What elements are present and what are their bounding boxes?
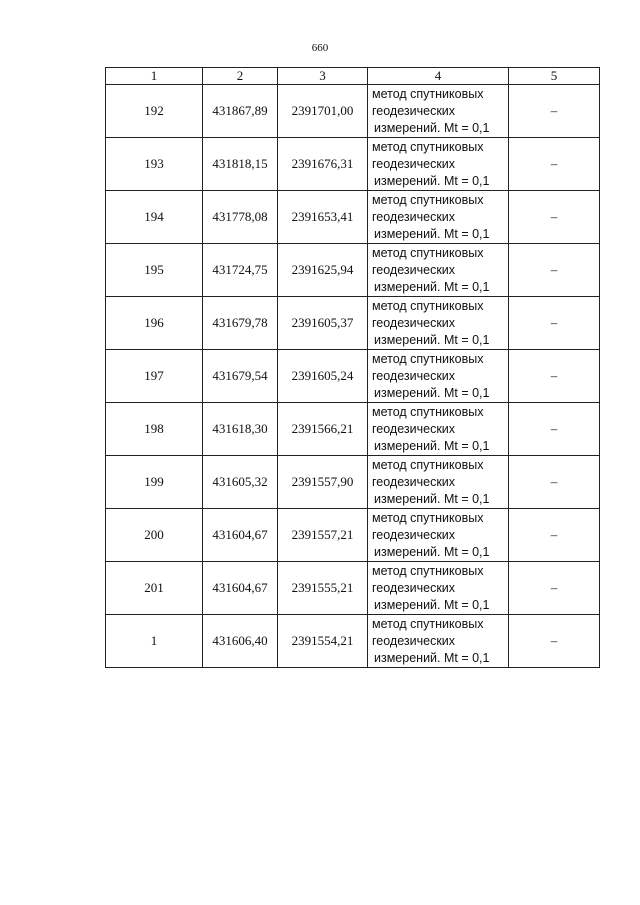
method-text-line: метод спутниковых (372, 351, 484, 366)
table-row (106, 615, 600, 668)
method-text-line: метод спутниковых (372, 192, 484, 207)
note-cell: – (509, 456, 600, 509)
method-text-line: измерений. Mt = 0,1 (374, 385, 490, 400)
method-text-line: геодезических (372, 580, 456, 595)
method-text-line: измерений. Mt = 0,1 (374, 173, 490, 188)
note-cell: – (509, 403, 600, 456)
method-text-line: измерений. Mt = 0,1 (374, 650, 490, 665)
method-text-line: измерений. Mt = 0,1 (374, 332, 490, 347)
page-number: 660 (311, 42, 329, 54)
x-coordinate-cell: 431867,89 (203, 85, 278, 138)
table-row (106, 350, 600, 403)
method-text-line: метод спутниковых (372, 139, 484, 154)
note-cell: – (509, 191, 600, 244)
note-cell: – (509, 297, 600, 350)
x-coordinate-cell: 431818,15 (203, 138, 278, 191)
table-row (106, 403, 600, 456)
y-coordinate-cell: 2391566,21 (278, 403, 368, 456)
point-number-cell: 192 (106, 85, 203, 138)
method-text-line: измерений. Mt = 0,1 (374, 438, 490, 453)
note-cell: – (509, 244, 600, 297)
method-text-line: метод спутниковых (372, 510, 484, 525)
method-cell (368, 350, 509, 403)
method-cell (368, 297, 509, 350)
method-text-line: измерений. Mt = 0,1 (374, 226, 490, 241)
point-number-cell: 197 (106, 350, 203, 403)
x-coordinate-cell: 431724,75 (203, 244, 278, 297)
note-cell: – (509, 615, 600, 668)
method-cell (368, 403, 509, 456)
y-coordinate-cell: 2391555,21 (278, 562, 368, 615)
method-cell (368, 85, 509, 138)
column-header-4: 4 (368, 68, 509, 85)
method-text-line: метод спутниковых (372, 298, 484, 313)
method-cell (368, 456, 509, 509)
y-coordinate-cell: 2391625,94 (278, 244, 368, 297)
method-text-line: геодезических (372, 209, 456, 224)
method-text-line: геодезических (372, 633, 456, 648)
method-text-line: геодезических (372, 527, 456, 542)
method-text-line: измерений. Mt = 0,1 (374, 491, 490, 506)
y-coordinate-cell: 2391557,90 (278, 456, 368, 509)
method-text-line: геодезических (372, 262, 456, 277)
column-header-2: 2 (203, 68, 278, 85)
y-coordinate-cell: 2391676,31 (278, 138, 368, 191)
y-coordinate-cell: 2391701,00 (278, 85, 368, 138)
method-cell (368, 138, 509, 191)
point-number-cell: 201 (106, 562, 203, 615)
table-row (106, 562, 600, 615)
x-coordinate-cell: 431605,32 (203, 456, 278, 509)
x-coordinate-cell: 431618,30 (203, 403, 278, 456)
note-cell: – (509, 509, 600, 562)
point-number-cell: 193 (106, 138, 203, 191)
method-text-line: измерений. Mt = 0,1 (374, 544, 490, 559)
method-text-line: измерений. Mt = 0,1 (374, 597, 490, 612)
table-row (106, 138, 600, 191)
x-coordinate-cell: 431604,67 (203, 509, 278, 562)
note-cell: – (509, 138, 600, 191)
point-number-cell: 1 (106, 615, 203, 668)
table-row (106, 456, 600, 509)
y-coordinate-cell: 2391605,37 (278, 297, 368, 350)
y-coordinate-cell: 2391557,21 (278, 509, 368, 562)
x-coordinate-cell: 431604,67 (203, 562, 278, 615)
method-text-line: геодезических (372, 368, 456, 383)
method-text-line: метод спутниковых (372, 404, 484, 419)
point-number-cell: 194 (106, 191, 203, 244)
method-text-line: измерений. Mt = 0,1 (374, 279, 490, 294)
column-header-5: 5 (509, 68, 600, 85)
x-coordinate-cell: 431606,40 (203, 615, 278, 668)
table-row (106, 244, 600, 297)
method-text-line: метод спутниковых (372, 616, 484, 631)
y-coordinate-cell: 2391653,41 (278, 191, 368, 244)
point-number-cell: 200 (106, 509, 203, 562)
y-coordinate-cell: 2391554,21 (278, 615, 368, 668)
x-coordinate-cell: 431679,78 (203, 297, 278, 350)
method-text-line: геодезических (372, 421, 456, 436)
table-header-row (106, 68, 600, 85)
note-cell: – (509, 350, 600, 403)
column-header-3: 3 (278, 68, 368, 85)
note-cell: – (509, 85, 600, 138)
table-row (106, 297, 600, 350)
method-text-line: измерений. Mt = 0,1 (374, 120, 490, 135)
method-cell (368, 244, 509, 297)
point-number-cell: 199 (106, 456, 203, 509)
method-text-line: геодезических (372, 315, 456, 330)
method-text-line: геодезических (372, 103, 456, 118)
point-number-cell: 196 (106, 297, 203, 350)
method-text-line: метод спутниковых (372, 245, 484, 260)
table-row (106, 191, 600, 244)
note-cell: – (509, 562, 600, 615)
column-header-1: 1 (106, 68, 203, 85)
method-cell (368, 509, 509, 562)
coordinates-table (105, 67, 600, 668)
x-coordinate-cell: 431778,08 (203, 191, 278, 244)
point-number-cell: 198 (106, 403, 203, 456)
table-row (106, 85, 600, 138)
method-text-line: геодезических (372, 474, 456, 489)
x-coordinate-cell: 431679,54 (203, 350, 278, 403)
method-cell (368, 562, 509, 615)
method-text-line: метод спутниковых (372, 86, 484, 101)
method-text-line: метод спутниковых (372, 457, 484, 472)
method-text-line: геодезических (372, 156, 456, 171)
y-coordinate-cell: 2391605,24 (278, 350, 368, 403)
method-cell (368, 191, 509, 244)
table-row (106, 509, 600, 562)
method-text-line: метод спутниковых (372, 563, 484, 578)
method-cell (368, 615, 509, 668)
point-number-cell: 195 (106, 244, 203, 297)
